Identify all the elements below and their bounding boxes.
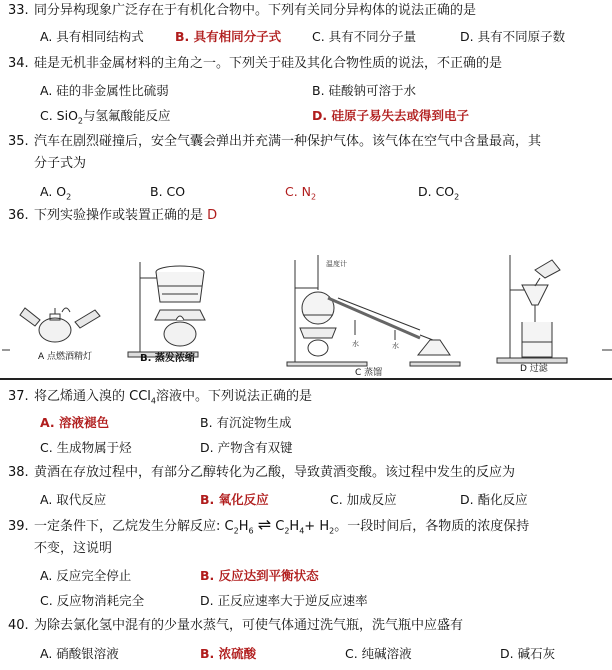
q33-option-c: C. 具有不同分子量 bbox=[312, 29, 417, 44]
q37-stem: 37. 将乙烯通入溴的 CCl$_4$溶液中。下列说法正确的是 bbox=[8, 389, 313, 406]
q37-option-c: C. 生成物属于烃 bbox=[40, 440, 132, 455]
q40-option-b: B. 浓硫酸 bbox=[200, 646, 257, 661]
q39-option-d: D. 正反应速率大于逆反应速率 bbox=[200, 593, 368, 608]
q34-option-a: A. 硅的非金属性比硫弱 bbox=[40, 83, 169, 98]
q39-option-a: A. 反应完全停止 bbox=[40, 568, 132, 583]
q40-option-d: D. 碱石灰 bbox=[500, 646, 556, 661]
q35-option-a: A. $O_2$ bbox=[40, 184, 72, 202]
q35-stem-cont: 分子式为 bbox=[34, 156, 87, 171]
water-label-1: 水 bbox=[352, 340, 359, 348]
q38-option-a: A. 取代反应 bbox=[40, 492, 107, 507]
apparatus-b-evaporation bbox=[128, 262, 205, 357]
q39-option-b: B. 反应达到平衡状态 bbox=[200, 568, 319, 583]
q35-option-b: B. CO bbox=[150, 184, 186, 199]
apparatus-c-distillation bbox=[287, 255, 460, 366]
q33-option-d: D. 具有不同原子数 bbox=[460, 29, 566, 44]
q39-option-c: C. 反应物消耗完全 bbox=[40, 593, 145, 608]
q38-option-c: C. 加成反应 bbox=[330, 492, 397, 507]
q35-option-d: D. $CO_2$ bbox=[418, 184, 460, 202]
apparatus-a-alcohol-lamp bbox=[20, 308, 100, 342]
q37-option-d: D. 产物含有双键 bbox=[200, 440, 293, 455]
q36-caption-a: A 点燃酒精灯 bbox=[38, 352, 93, 362]
q39-stem-cont: 不变，这说明 bbox=[34, 541, 113, 556]
thermometer-label: 温度计 bbox=[326, 260, 347, 268]
q36-stem: 36. 下列实验操作或装置正确的是 D bbox=[8, 208, 218, 223]
section-divider bbox=[0, 378, 612, 380]
q33-option-a: A. 具有相同结构式 bbox=[40, 29, 144, 44]
q36-caption-d: D 过滤 bbox=[520, 364, 548, 374]
q38-stem: 38. 黄酒在存放过程中，有部分乙醇转化为乙酸，导致黄酒变酸。该过程中发生的反应为 bbox=[8, 465, 516, 480]
q39-stem: 39. 一定条件下，乙烷发生分解反应: $C_2H_6$ ⇌ $C_2H_4+ H_2$。一段时间后，各物质的浓度保持 bbox=[8, 515, 530, 536]
q40-option-a: A. 硝酸银溶液 bbox=[40, 646, 119, 661]
q37-option-b: B. 有沉淀物生成 bbox=[200, 415, 292, 430]
q36-caption-c: C 蒸馏 bbox=[355, 368, 383, 378]
q36-caption-b: B. 蒸发浓缩 bbox=[140, 353, 195, 364]
q34-stem: 34. 硅是无机非金属材料的主角之一。下列关于硅及其化合物性质的说法，不正确的是 bbox=[8, 56, 503, 71]
apparatus-d-filtration bbox=[497, 255, 567, 363]
q34-option-d: D. 硅原子易失去或得到电子 bbox=[312, 108, 469, 123]
q35-stem: 35. 汽车在剧烈碰撞后，安全气囊会弹出并充满一种保护气体。该气体在空气中含量最高，其 bbox=[8, 134, 542, 149]
equilibrium-arrow-icon: ⇌ bbox=[257, 515, 272, 534]
q33-stem: 33. 同分异构现象广泛存在于有机化合物中。下列有关同分异构体的说法正确的是 bbox=[8, 3, 477, 18]
q36-answer: D bbox=[207, 208, 218, 223]
q34-option-b: B. 硅酸钠可溶于水 bbox=[312, 83, 417, 98]
q33-option-b: B. 具有相同分子式 bbox=[175, 29, 282, 44]
q35-option-c: C. $N_2$ bbox=[285, 184, 317, 202]
water-label-2: 水 bbox=[392, 342, 399, 350]
q34-option-c: C. SiO$_2$与氢氟酸能反应 bbox=[40, 108, 171, 126]
q40-stem: 40. 为除去氯化氢中混有的少量水蒸气，可使气体通过洗气瓶，洗气瓶中应盛有 bbox=[8, 618, 464, 633]
q37-option-a: A. 溶液褪色 bbox=[40, 415, 110, 430]
q40-option-c: C. 纯碱溶液 bbox=[345, 646, 412, 661]
q38-option-d: D. 酯化反应 bbox=[460, 492, 528, 507]
q38-option-b: B. 氧化反应 bbox=[200, 492, 269, 507]
